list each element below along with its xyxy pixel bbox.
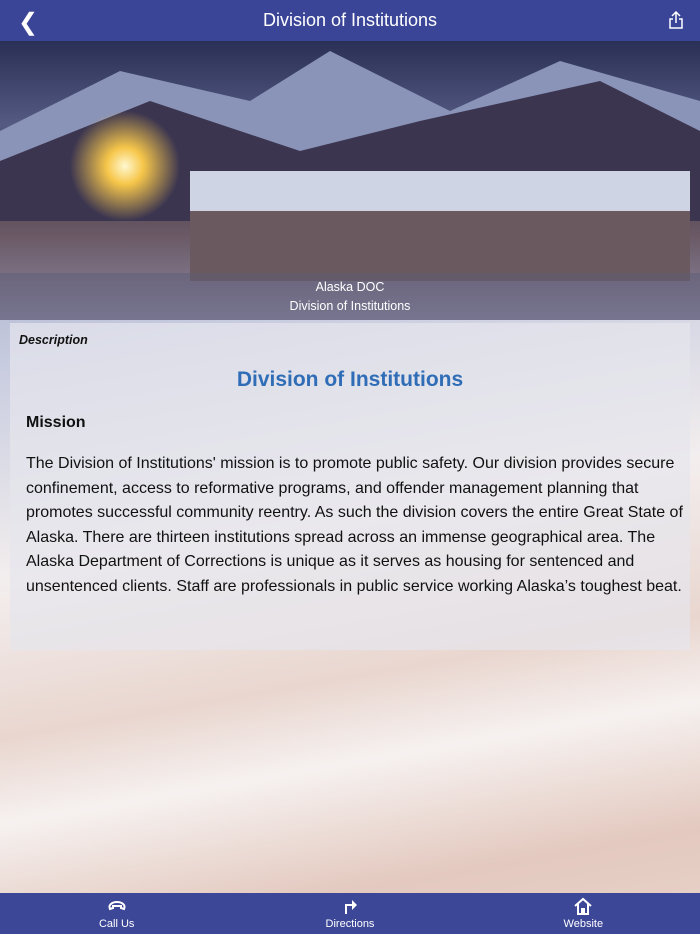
content-heading: Division of Institutions (236, 368, 464, 391)
bottom-toolbar (0, 893, 700, 934)
light-glow (60, 101, 190, 231)
call-us-button[interactable] (0, 893, 233, 934)
call-us-label: Call Us (98, 918, 135, 930)
section-label: Description (19, 333, 88, 347)
directions-icon (340, 897, 360, 915)
page-title: Division of Institutions (262, 10, 438, 30)
share-icon[interactable] (668, 11, 684, 29)
description-panel (10, 323, 690, 650)
website-label: Website (563, 918, 604, 930)
content-body: The Division of Institutions' mission is to promote public safety. Our division provides secure confinement, access to reformative programs, and offender management planning that promotes successful community reentry. As such the division covers the entire Great State of Alaska. There are thirteen institutions spread across an immense geographical area. The Alaska Department of Corrections is unique as it serves as housing for sentenced and unsentenced clients. Staff are professionals in public service working Alaska’s toughest beat. (26, 455, 683, 595)
directions-button[interactable] (233, 893, 466, 934)
home-icon (573, 897, 593, 915)
hero-caption (0, 273, 700, 320)
building-graphic (190, 171, 690, 281)
website-button[interactable] (467, 893, 700, 934)
chevron-left-icon[interactable]: ❮ (18, 9, 39, 36)
phone-icon (107, 897, 127, 915)
directions-label: Directions (325, 918, 375, 930)
hero-image (0, 41, 700, 320)
caption-line-1: Alaska DOC (315, 280, 385, 294)
caption-line-2: Division of Institutions (289, 299, 411, 313)
nav-bar (0, 0, 700, 41)
content-subheading: Mission (26, 414, 86, 431)
